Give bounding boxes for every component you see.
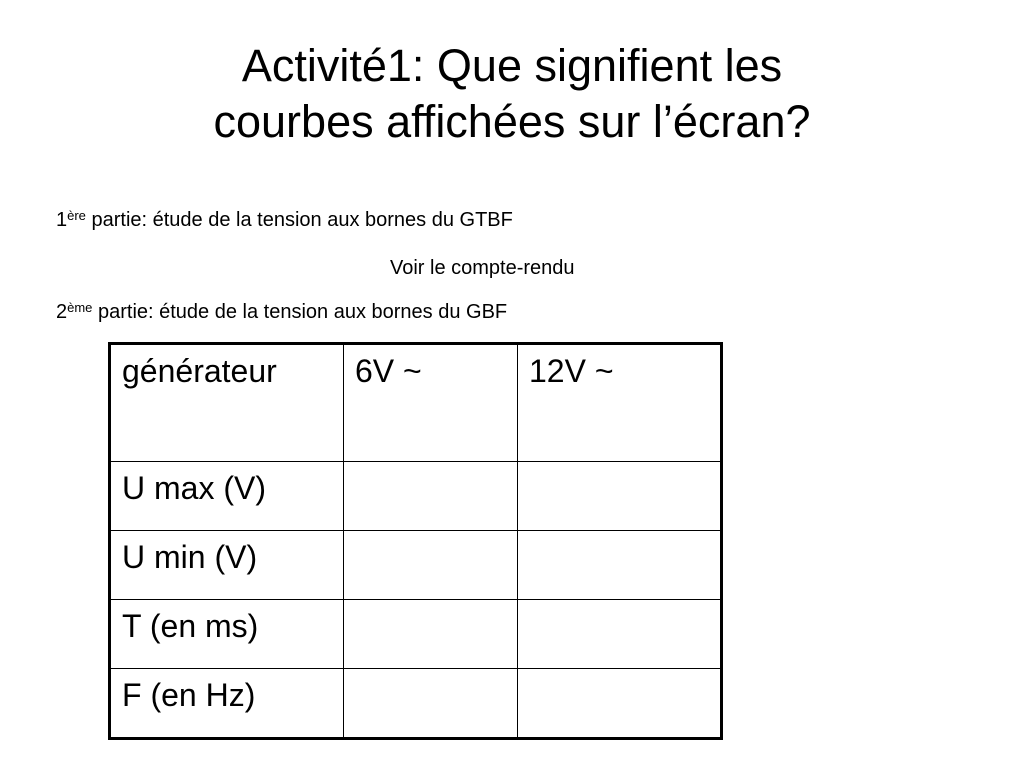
table-row [110,669,722,739]
measurement-table [108,342,723,740]
row-label: U max (V) [110,462,344,531]
row-label: T (en ms) [110,600,344,669]
report-note: Voir le compte-rendu [390,257,575,279]
part-2-ordinal: ème [67,300,93,315]
table-row [110,600,722,669]
value-cell[interactable] [518,462,722,531]
header-12v: 12V ~ [518,344,722,462]
value-cell[interactable] [344,669,518,739]
title-line-1: Activité1: Que signifient les [241,40,783,91]
part-1-number: 1 [56,209,68,231]
value-cell[interactable] [344,600,518,669]
table-header-row [110,344,722,462]
row-label: F (en Hz) [110,669,344,739]
value-cell[interactable] [518,600,722,669]
part-1-heading [56,208,513,232]
header-generator: générateur [110,344,344,462]
header-6v: 6V ~ [344,344,518,462]
part-2-number: 2 [56,301,68,323]
title-line-2: courbes affichées sur l’écran? [213,96,811,147]
part-2-text: partie: étude de la tension aux bornes du GBF [92,301,508,323]
table-row [110,531,722,600]
table-row [110,462,722,531]
value-cell[interactable] [344,531,518,600]
part-1-text: partie: étude de la tension aux bornes du GTBF [85,209,513,231]
value-cell[interactable] [518,669,722,739]
page-title [0,38,1024,150]
row-label: U min (V) [110,531,344,600]
part-1-ordinal: ère [67,208,86,223]
value-cell[interactable] [344,462,518,531]
part-2-heading [56,300,507,324]
value-cell[interactable] [518,531,722,600]
